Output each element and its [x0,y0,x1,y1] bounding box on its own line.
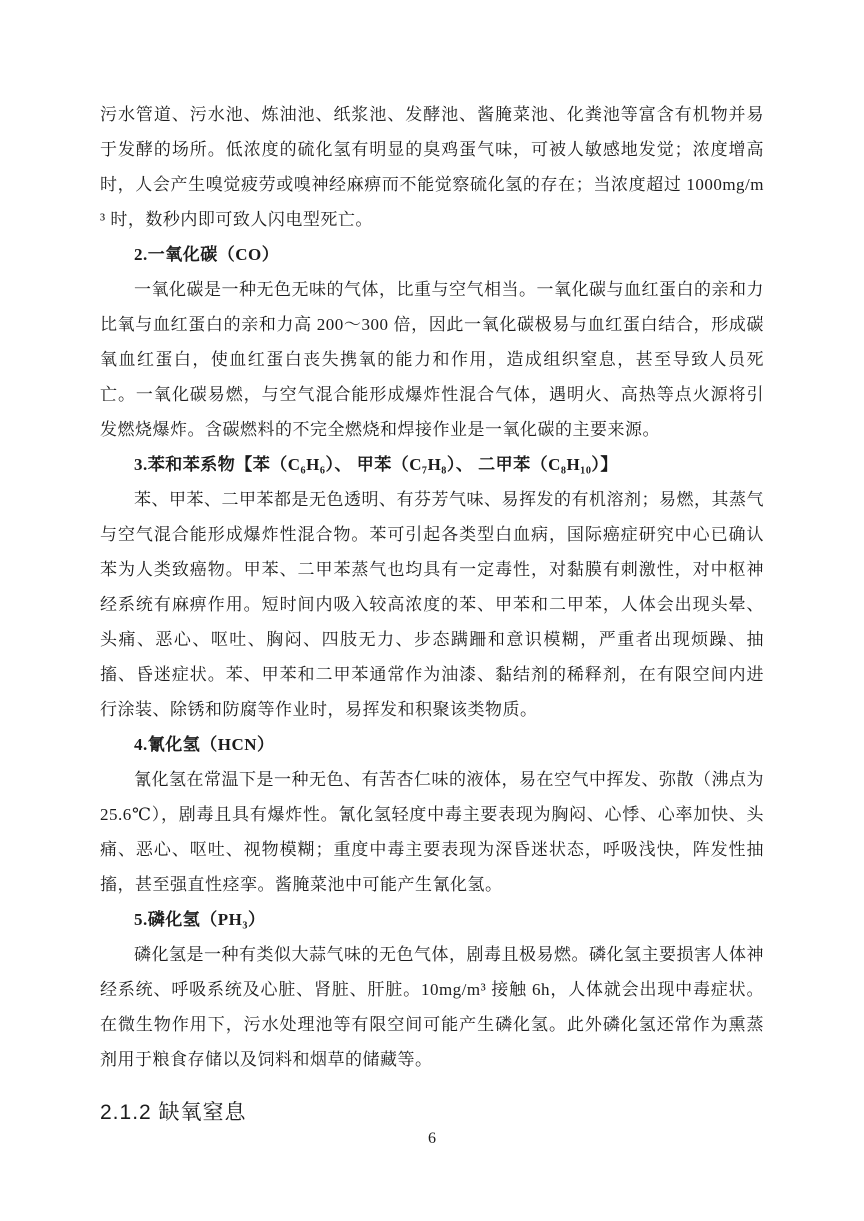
paragraph: 氰化氢在常温下是一种无色、有苦杏仁味的液体，易在空气中挥发、弥散（沸点为25.6℃），剧毒且具有爆炸性。氰化氢轻度中毒主要表现为胸闷、心悸、心率加快、头痛、恶心、呕吐、视物模糊；重度中毒主要表现为深昏迷状态，呼吸浅快，阵发性抽搐，甚至强直性痉挛。酱腌菜池中可能产生氰化氢。 [100,770,764,894]
document-content [100,97,764,1131]
subheading: 5.磷化氢（PH₃） [134,910,266,929]
page-footer [0,1130,864,1148]
page-number: 6 [428,1130,436,1147]
subheading: 2.一氧化碳（CO） [134,245,280,264]
subheading: 3.苯和苯系物【苯（C₆H₆）、 甲苯（C₇H₈）、 二甲苯（C₈H₁₀）】 [134,455,618,474]
paragraph: 苯、甲苯、二甲苯都是无色透明、有芬芳气味、易挥发的有机溶剂；易燃，其蒸气与空气混合能形成爆炸性混合物。苯可引起各类型白血病，国际癌症研究中心已确认苯为人类致癌物。甲苯、二甲苯蒸气也均具有一定毒性，对黏膜有刺激性，对中枢神经系统有麻痹作用。短时间内吸入较高浓度的苯、甲苯和二甲苯，人体会出现头晕、头痛、恶心、呕吐、胸闷、四肢无力、步态蹒跚和意识模糊，严重者出现烦躁、抽搐、昏迷症状。苯、甲苯和二甲苯通常作为油漆、黏结剂的稀释剂，在有限空间内进行涂装、除锈和防腐等作业时，易挥发和积聚该类物质。 [100,490,764,719]
section-heading: 2.1.2 缺氧窒息 [100,1101,247,1124]
paragraph: 磷化氢是一种有类似大蒜气味的无色气体，剧毒且极易燃。磷化氢主要损害人体神经系统、呼吸系统及心脏、肾脏、肝脏。10mg/m³ 接触 6h，人体就会出现中毒症状。在微生物作用下，污水处理池等有限空间可能产生磷化氢。此外磷化氢还常作为熏蒸剂用于粮食存储以及饲料和烟草的储藏等。 [100,945,764,1069]
paragraph-continued: 污水管道、污水池、炼油池、纸浆池、发酵池、酱腌菜池、化粪池等富含有机物并易于发酵的场所。低浓度的硫化氢有明显的臭鸡蛋气味，可被人敏感地发觉；浓度增高时，人会产生嗅觉疲劳或嗅神经麻痹而不能觉察硫化氢的存在；当浓度超过 1000mg/m³ 时，数秒内即可致人闪电型死亡。 [100,105,764,229]
subheading: 4.氰化氢（HCN） [134,735,275,754]
paragraph: 一氧化碳是一种无色无味的气体，比重与空气相当。一氧化碳与血红蛋白的亲和力比氧与血红蛋白的亲和力高 200～300 倍，因此一氧化碳极易与血红蛋白结合，形成碳氧血红蛋白，使血红蛋白丧失携氧的能力和作用，造成组织窒息，甚至导致人员死亡。一氧化碳易燃，与空气混合能形成爆炸性混合气体，遇明火、高热等点火源将引发燃烧爆炸。含碳燃料的不完全燃烧和焊接作业是一氧化碳的主要来源。 [100,280,764,439]
